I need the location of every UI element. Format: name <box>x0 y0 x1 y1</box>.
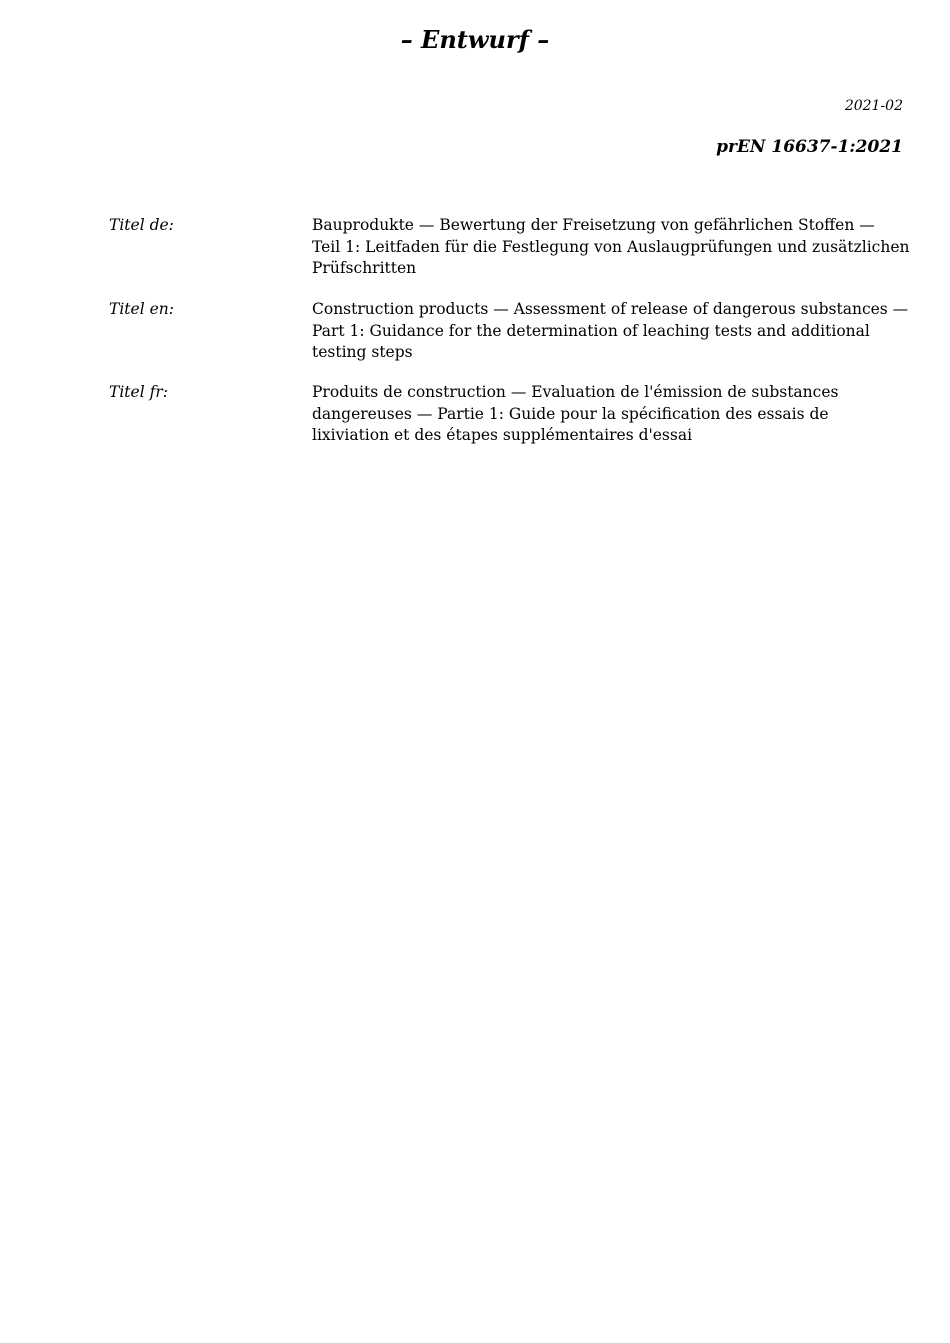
title-text-line: Part 1: Guidance for the determination of leaching tests and additional <box>312 321 870 340</box>
title-label-fr: Titel fr: <box>109 383 168 401</box>
title-text-line: Construction products — Assessment of release of dangerous substances — <box>312 300 909 318</box>
title-label-de: Titel de: <box>109 216 174 234</box>
document-number: prEN 16637-1:2021 <box>716 137 903 157</box>
title-label-en: Titel en: <box>109 300 174 318</box>
title-text-de <box>312 215 910 280</box>
draft-heading: – Entwurf – <box>400 25 550 54</box>
title-text-line: Produits de construction — Evaluation de l'émission de substances <box>312 383 839 401</box>
title-text-line: lixiviation et des étapes supplémentaires d'essai <box>312 426 693 444</box>
title-text-line: Prüfschritten <box>312 259 417 277</box>
title-text-line: Bauprodukte — Bewertung der Freisetzung von gefährlichen Stoffen — <box>312 216 875 234</box>
title-text-line: Teil 1: Leitfaden für die Festlegung von Auslaugprüfungen und zusätzlichen <box>312 237 910 256</box>
title-text-en <box>312 299 907 364</box>
title-text-fr <box>312 382 907 447</box>
title-text-line: dangereuses — Partie 1: Guide pour la spécification des essais de <box>312 404 829 423</box>
title-text-line: testing steps <box>312 343 413 361</box>
document-date: 2021-02 <box>844 98 903 114</box>
